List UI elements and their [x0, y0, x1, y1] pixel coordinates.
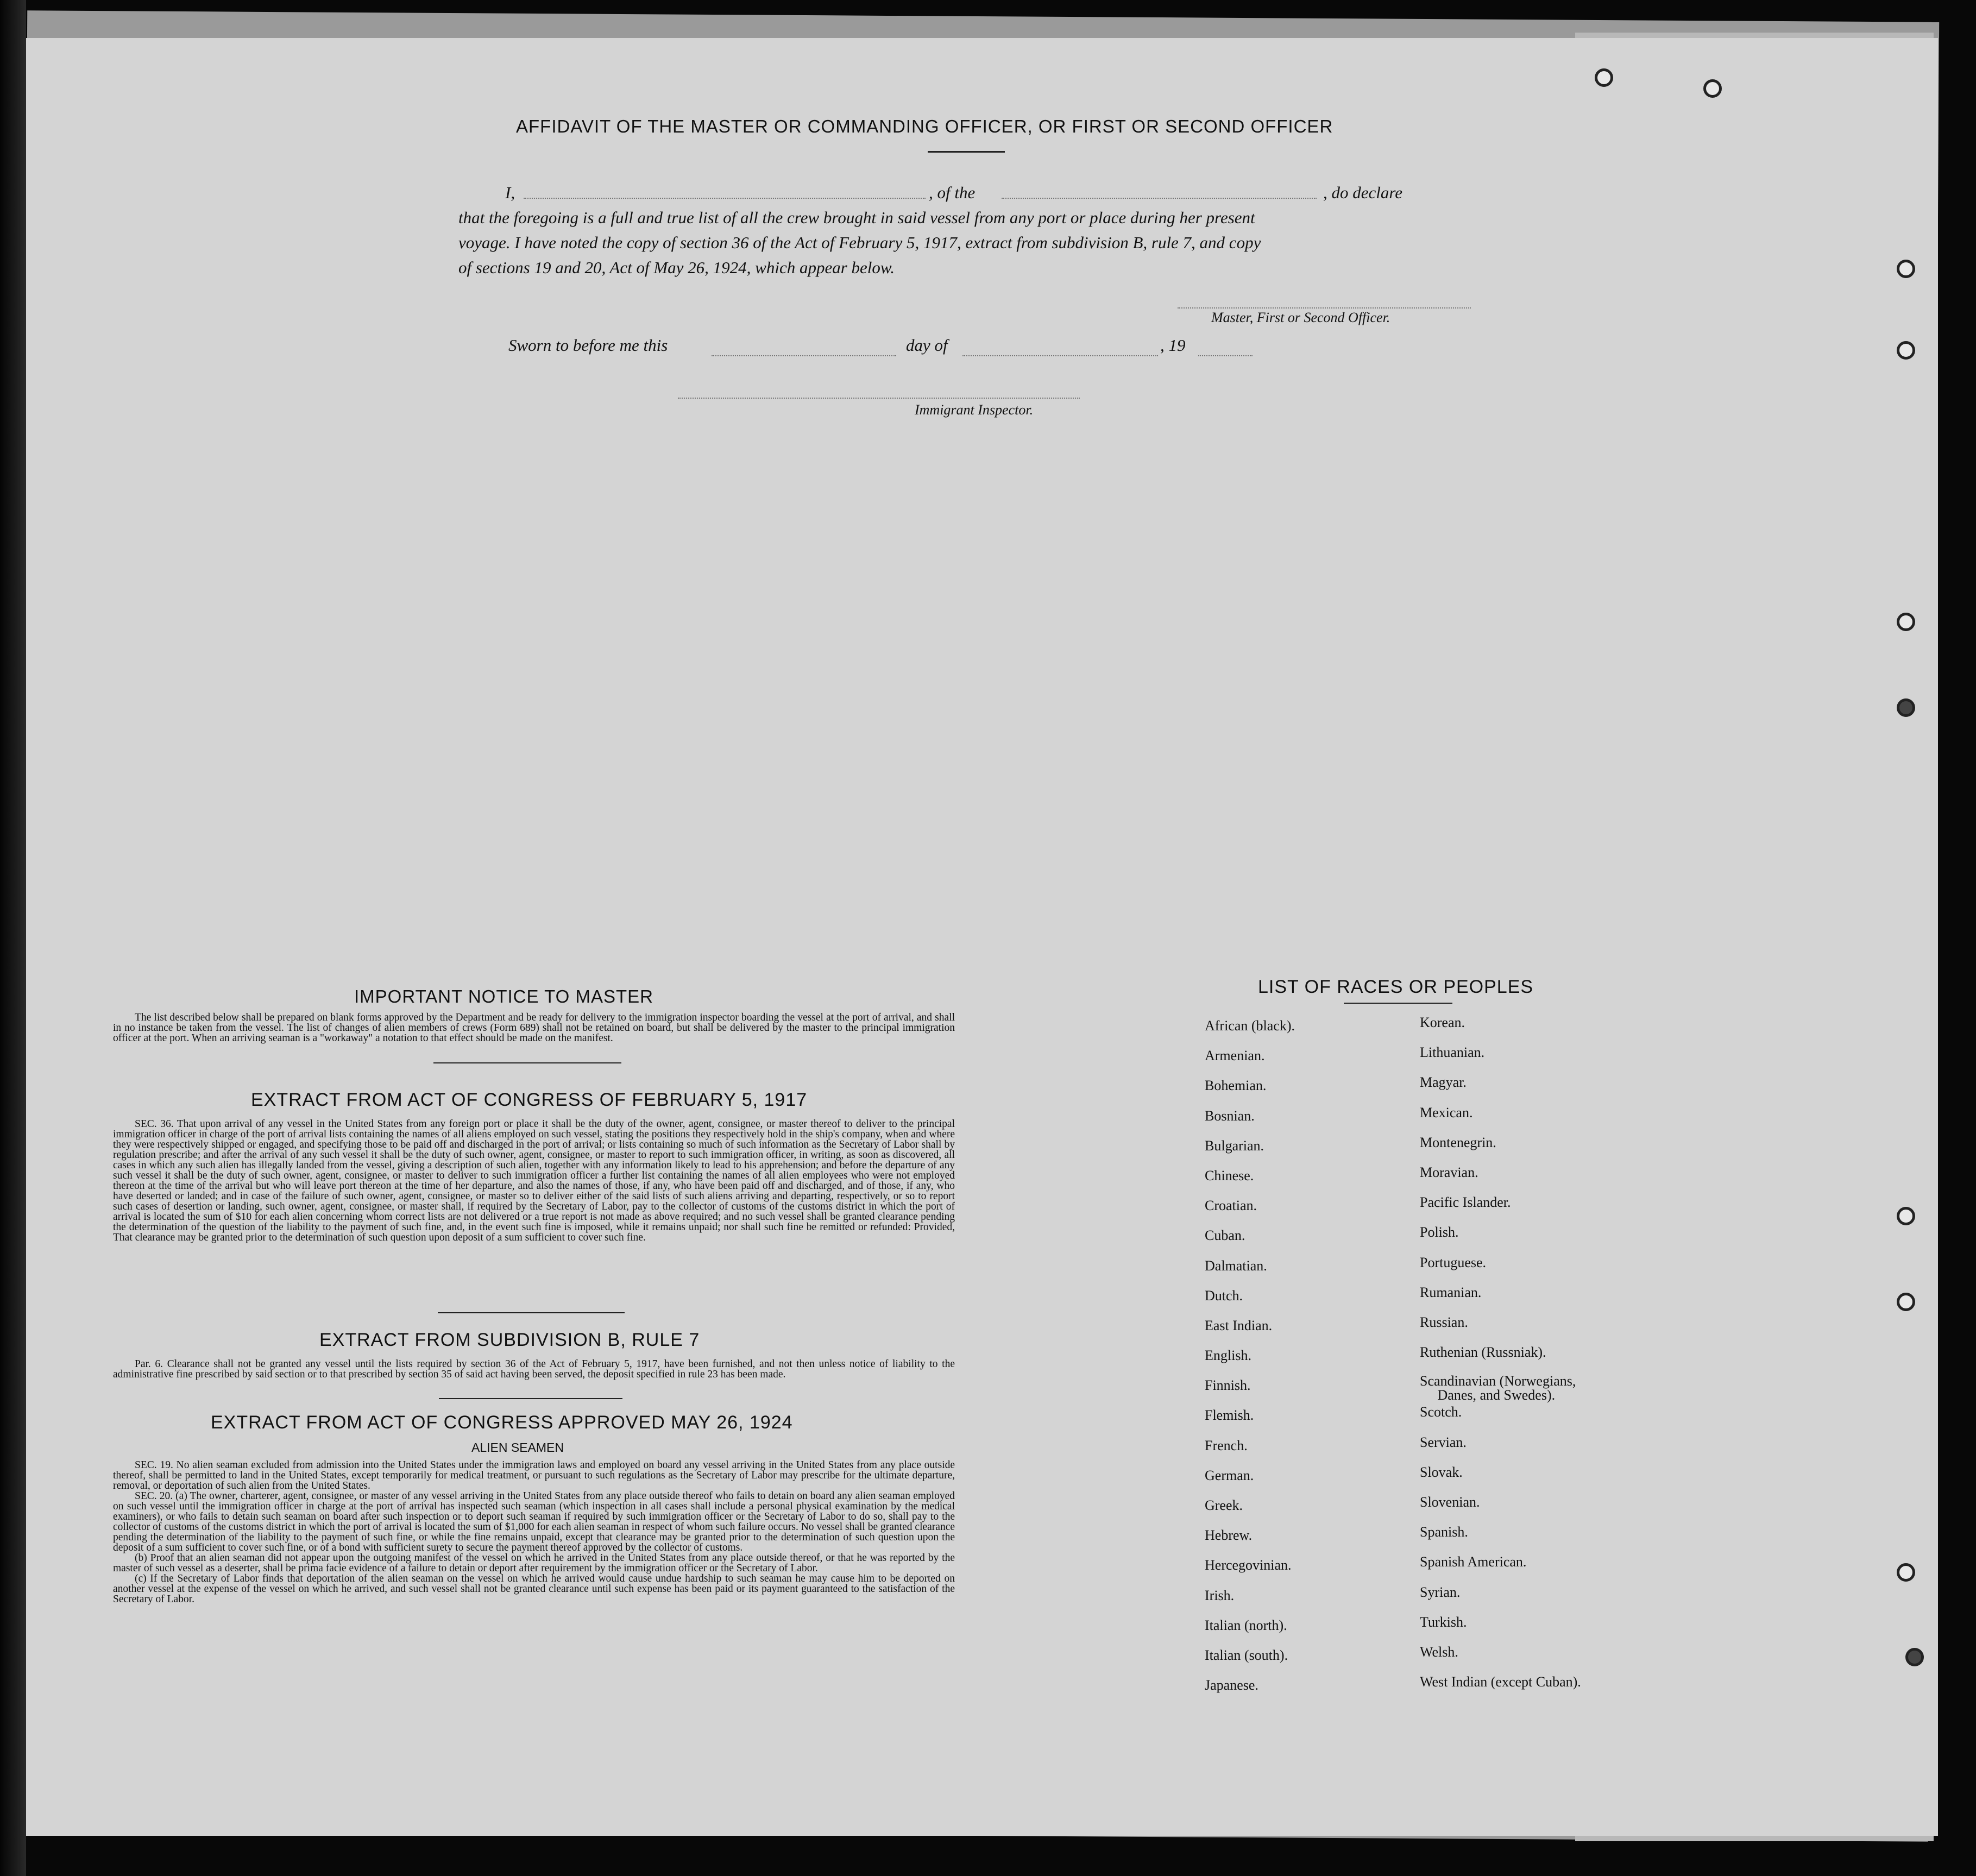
races-column-1	[1205, 1018, 1295, 1707]
sworn-line	[508, 336, 1323, 363]
affidavit-line-2: that the foregoing is a full and true list of all the crew brought in said vessel from any port or place during her present	[458, 208, 1255, 227]
race-item: Spanish.	[1420, 1524, 1468, 1540]
race-item: Hebrew.	[1205, 1527, 1253, 1544]
race-item: Cuban.	[1205, 1227, 1245, 1244]
binder-hole-icon	[1897, 341, 1915, 360]
race-item: Lithuanian.	[1420, 1044, 1485, 1061]
binder-hole-icon	[1897, 1563, 1915, 1582]
race-item: Slovak.	[1420, 1464, 1463, 1480]
inspector-signature-blank[interactable]	[678, 396, 1080, 399]
race-item: Ruthenian (Russniak).	[1420, 1344, 1546, 1361]
rule-7-body	[113, 1359, 955, 1380]
vessel-blank[interactable]	[1002, 197, 1317, 199]
signature-caption: Master, First or Second Officer.	[1211, 310, 1390, 325]
binder-hole-icon	[1703, 79, 1722, 98]
race-item: Welsh.	[1420, 1644, 1458, 1660]
binder-hole-icon	[1905, 1648, 1924, 1666]
races-title-underline	[1344, 1003, 1452, 1004]
race-item: Greek.	[1205, 1497, 1243, 1513]
race-item: Rumanian.	[1420, 1284, 1482, 1300]
race-item: Japanese.	[1205, 1677, 1258, 1694]
race-item: Korean.	[1420, 1015, 1465, 1030]
sec-20b-paragraph: (b) Proof that an alien seaman did not appear upon the outgoing manifest of the vessel on which he arrived in the United States from any place outside thereof, or that he was reported by the master of such vessel as a deserter, shall be prima facie evidence of a failure to detain or deport after requirement by the immigration officer or the Secretary of Labor.	[113, 1552, 955, 1574]
race-item: Magyar.	[1420, 1074, 1467, 1091]
race-item: Portuguese.	[1420, 1254, 1487, 1270]
sec-19-paragraph: SEC. 19. No alien seaman excluded from admission into the United States under the immigration laws and employed on board any vessel arriving in the United States from any place outside thereof, shall be permitted to land in the United States, except temporarily for medical treatment, or pursuant to such regulations as the Secretary of Labor may prescribe for the ultimate departure, removal, or deportation of such alien from the United States.	[113, 1459, 955, 1491]
divider-1	[433, 1062, 621, 1063]
race-item: Slovenian.	[1420, 1494, 1480, 1510]
races-column-2	[1420, 1015, 1581, 1704]
race-item: West Indian (except Cuban).	[1420, 1674, 1581, 1690]
race-item: Hercegovinian.	[1205, 1557, 1292, 1573]
affidavit-i-label: I,	[505, 183, 515, 202]
name-blank[interactable]	[524, 197, 926, 199]
binder-hole-icon	[1897, 1293, 1915, 1311]
binder-hole-icon	[1897, 1207, 1915, 1225]
race-item: Flemish.	[1205, 1407, 1254, 1424]
race-item: Croatian.	[1205, 1198, 1257, 1214]
affidavit-of-the-label: , of the	[929, 183, 976, 202]
extract-1917-title: EXTRACT FROM ACT OF CONGRESS OF FEBRUARY 5, 1917	[251, 1090, 808, 1110]
affidavit-line-3: voyage. I have noted the copy of section 36 of the Act of February 5, 1917, extract from subdivision B, rule 7, and copy	[458, 233, 1261, 252]
divider-2	[438, 1312, 625, 1313]
race-item: African (black).	[1205, 1018, 1295, 1034]
signature-blank[interactable]	[1178, 306, 1471, 309]
race-item: Bulgarian.	[1205, 1137, 1264, 1154]
race-item: Russian.	[1420, 1314, 1468, 1330]
notice-body	[113, 1012, 955, 1043]
affidavit-line-4: of sections 19 and 20, Act of May 26, 1924, which appear below.	[458, 258, 895, 277]
race-item: Turkish.	[1420, 1614, 1467, 1630]
sworn-day-blank[interactable]	[712, 354, 896, 356]
rule-7-title: EXTRACT FROM SUBDIVISION B, RULE 7	[319, 1330, 700, 1350]
races-title: LIST OF RACES OR PEOPLES	[1258, 977, 1534, 997]
affidavit-title: AFFIDAVIT OF THE MASTER OR COMMANDING OFFICER, OR FIRST OR SECOND OFFICER	[516, 116, 1333, 136]
race-item: Chinese.	[1205, 1167, 1254, 1183]
race-item: Dutch.	[1205, 1287, 1243, 1304]
inspector-caption: Immigrant Inspector.	[915, 402, 1034, 418]
par-6-paragraph: Par. 6. Clearance shall not be granted any vessel until the lists required by section 36 of the Act of February 5, 1917, have been furnished, and not then unless notice of liability to the administrative fine prescribed by said section or to that prescribed by section 35 of said act having been served, the deposit specified in rule 23 has been made.	[113, 1358, 955, 1380]
race-item: Spanish American.	[1420, 1554, 1527, 1570]
affidavit-declare-label: , do declare	[1323, 183, 1403, 202]
sec-36-paragraph: SEC. 36. That upon arrival of any vessel in the United States from any foreign port or place it shall be the duty of the owner, agent, consignee, or master thereof to deliver to the principal immigration officer in charge of the port of arrival lists containing the names of all aliens employed on such vessel, stating the positions they respectively hold in the ship's company, when and where they were respectively shipped or engaged, and specifying those to be paid off and discharged in the port of arrival; or lists containing so much of such information as the Secretary of Labor shall by regulation prescribe; and after the arrival of any such vessel it shall be the duty of such owner, agent, consignee, or master to report to such immigration officer, in writing, as soon as discovered, all cases in which any such alien has illegally landed from the vessel, giving a description of such alien, together with any information likely to lead to his apprehension; and before the departure of any such vessel it shall be the duty of such owner, agent, consignee, or master to deliver to such immigration officer a further list containing the names of all alien employees who were not employed thereon at the time of the arrival but who will leave port thereon at the time of her departure, and also the names of those, if any, who have been paid off and discharged, and of those, if any, who have deserted or landed; and in case of the failure of such owner, agent, consignee, or master so to deliver either of the said lists of such aliens arriving and departing, respectively, or so to report such cases of desertion or landing, such owner, agent, consignee, or master shall, if required by the Secretary of Labor, pay to the collector of customs of the customs district in which the port of arrival is located the sum of $10 for each alien concerning whom correct lists are not delivered or a true report is not made as above required; and no such vessel shall be granted clearance pending the determination of the question of the liability to the payment of such fine, and, in the event such fine is imposed, while it remains unpaid; nor shall such fine be remitted or refunded: Provided, That clearance may be granted prior to the determination of such question upon deposit of a sum sufficient to cover such fine.	[113, 1118, 955, 1243]
race-item: Syrian.	[1420, 1584, 1461, 1600]
extract-1924-body	[113, 1460, 955, 1604]
race-item: Irish.	[1205, 1587, 1235, 1603]
binder-hole-icon	[1595, 68, 1613, 87]
race-item: Armenian.	[1205, 1048, 1265, 1064]
notice-title: IMPORTANT NOTICE TO MASTER	[354, 986, 654, 1006]
binder-hole-icon	[1897, 698, 1915, 717]
race-item: Bosnian.	[1205, 1107, 1255, 1124]
day-of-label: day of	[906, 336, 948, 355]
extract-1924-title: EXTRACT FROM ACT OF CONGRESS APPROVED MAY 26, 1924	[211, 1412, 793, 1433]
alien-seamen-subtitle: ALIEN SEAMEN	[471, 1440, 564, 1455]
binder-hole-icon	[1897, 613, 1915, 631]
sworn-year-blank[interactable]	[1198, 354, 1253, 356]
race-item: French.	[1205, 1437, 1248, 1453]
race-item: Polish.	[1420, 1224, 1459, 1241]
sec-20c-paragraph: (c) If the Secretary of Labor finds that deportation of the alien seaman on the vessel on which he arrived would cause undue hardship to such seaman he may cause him to be deported on another vessel at the expense of the vessel on which he arrived, and such vessel shall not be granted clearance until such expense has been paid or its payment guaranteed to the satisfaction of the Secretary of Labor.	[113, 1573, 955, 1605]
race-item: Italian (north).	[1205, 1617, 1287, 1633]
binder-hole-icon	[1897, 260, 1915, 278]
race-item: Mexican.	[1420, 1104, 1473, 1120]
form-page	[26, 38, 1938, 1836]
affidavit-title-rule	[928, 151, 1005, 153]
race-item: Scotch.	[1420, 1404, 1462, 1420]
affidavit-text	[458, 180, 1534, 280]
sworn-label: Sworn to before me this	[508, 336, 668, 355]
race-item: Pacific Islander.	[1420, 1194, 1511, 1211]
year-label: , 19	[1160, 336, 1186, 355]
notice-paragraph: The list described below shall be prepared on blank forms approved by the Department and be ready for delivery to the immigration inspector boarding the vessel at the port of arrival, and shall in no instance be taken from the vessel. The list of changes of alien members of crews (Form 689) shall not be retained on board, but shall be delivered by the master to the principal immigration officer at the port. When an arriving seaman is a "workaway" a notation to that effect should be made on the manifest.	[113, 1012, 955, 1044]
sworn-month-blank[interactable]	[962, 354, 1158, 356]
sec-20a-paragraph: SEC. 20. (a) The owner, charterer, agent, consignee, or master of any vessel arriving in the United States from any place outside thereof who fails to detain on board any alien seaman employed on such vessel until the immigration officer in charge at the port of arrival has inspected such seaman (which inspection in all cases shall include a personal physical examination by the medical examiners), or who fails to detain such seaman on board after such inspection or to deport such seaman if required by such immigration officer or the Secretary of Labor to do so, shall pay to the collector of customs of the customs district in which the port of arrival is located the sum of $1,000 for each alien seaman in respect of whom such failure occurs. No vessel shall be granted clearance pending the determination of the liability to the payment of such fine, or while the fine remains unpaid, except that clearance may be granted prior to the determination of such question upon the deposit of a sum sufficient to cover such fine, or of a bond with sufficient surety to secure the payment thereof approved by the collector of customs.	[113, 1490, 955, 1553]
race-item: German.	[1205, 1467, 1254, 1483]
divider-3	[439, 1398, 622, 1399]
race-item: Finnish.	[1205, 1377, 1251, 1394]
extract-1917-body	[113, 1119, 955, 1243]
race-item: English.	[1205, 1348, 1251, 1364]
race-item: Bohemian.	[1205, 1078, 1267, 1094]
binding-edge	[0, 0, 26, 1876]
race-item: Italian (south).	[1205, 1647, 1288, 1663]
race-item: East Indian.	[1205, 1317, 1273, 1333]
race-item: Scandinavian (Norwegians, Danes, and Swedes).	[1420, 1373, 1576, 1403]
race-item: Moravian.	[1420, 1164, 1478, 1180]
race-item: Montenegrin.	[1420, 1134, 1496, 1150]
race-item: Dalmatian.	[1205, 1257, 1267, 1274]
race-item: Servian.	[1420, 1434, 1467, 1450]
